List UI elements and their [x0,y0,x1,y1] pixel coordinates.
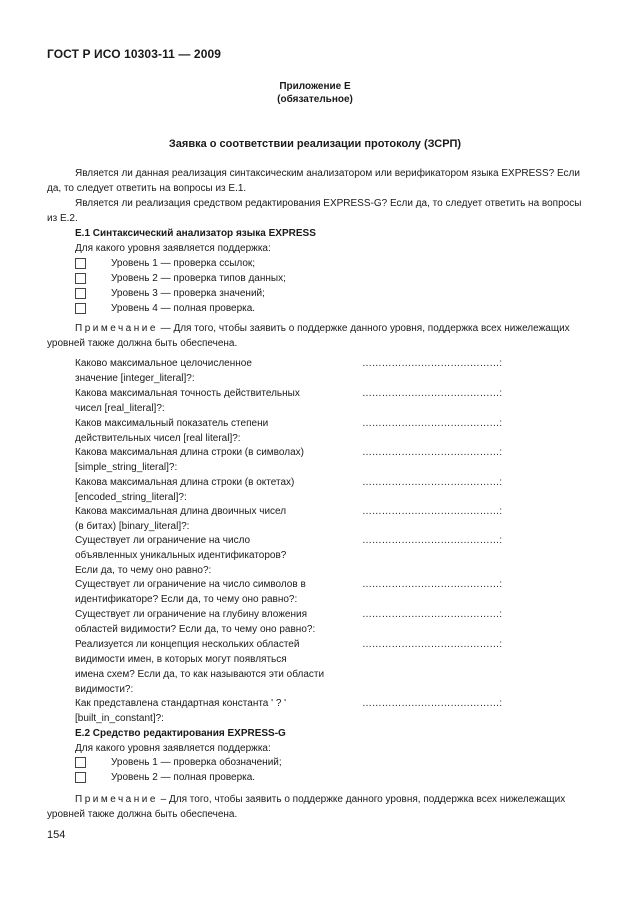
annex-status: (обязательное) [277,94,353,105]
note-e2 [47,792,583,822]
question [75,533,335,578]
question-line: [simple_string_literal]?: [75,462,178,473]
question-line: областей видимости? Если да, то чему оно равно?: [75,624,316,635]
intro-paragraph-2: Является ли реализация средством редактирования EXPRESS-G? Если да, то следует ответить на вопросы из E.2. [47,198,582,224]
question [75,504,335,534]
question-line: Каков максимальный показатель степени [75,418,269,429]
question-line: [encoded_string_literal]?: [75,492,187,503]
level-option[interactable] [75,301,255,316]
note-label: Примечание [75,794,158,805]
question [75,577,335,607]
page-number: 154 [47,829,66,841]
checkbox[interactable] [75,258,86,269]
question-line: Какова максимальная длина двоичных чисел [75,506,287,517]
checkbox[interactable] [75,273,86,284]
checkbox[interactable] [75,757,86,768]
level-option[interactable] [75,770,255,785]
question-line: Какова максимальная длина строки (в октетах) [75,477,295,488]
level-option[interactable] [75,755,282,770]
question [75,475,335,505]
level-option[interactable] [75,286,265,301]
section-e2-lead: Для какого уровня заявляется поддержка: [75,743,271,754]
question-line: Существует ли ограничение на число символов в [75,579,306,590]
level-label: Уровень 1 — проверка ссылок; [111,258,256,269]
question-line: Какова максимальная длина строки (в символах) [75,447,304,458]
answer-field[interactable]: ……………………………………: [362,418,502,429]
checkbox[interactable] [75,772,86,783]
section-e1-heading: E.1 Синтаксический анализатор языка EXPRESS [75,228,316,239]
question-line: Какова максимальная точность действительных [75,388,300,399]
document-header: ГОСТ Р ИСО 10303-11 — 2009 [47,47,222,61]
question [75,637,350,697]
question-line: значение [integer_literal]?: [75,373,195,384]
answer-field[interactable]: ……………………………………: [362,477,502,488]
question-line: идентификаторе? Если да, то чему оно равно?: [75,594,298,605]
answer-field[interactable]: ……………………………………: [362,447,502,458]
question [75,445,335,475]
question [75,607,335,637]
answer-field[interactable]: ……………………………………: [362,609,502,620]
note-label: Примечание [75,323,158,334]
level-label: Уровень 3 — проверка значений; [111,288,265,299]
question [75,386,335,416]
level-option[interactable] [75,256,255,271]
question-line: Каково максимальное целочисленное [75,358,252,369]
question-line: чисел [real_literal]?: [75,403,165,414]
level-label: Уровень 2 — проверка типов данных; [111,273,286,284]
level-label: Уровень 4 — полная проверка. [111,303,256,314]
question [75,356,335,386]
note-text: — Для того, чтобы заявить о поддержке данного уровня, поддержка всех нижележащих уровней также должна быть обеспечена. [47,323,570,349]
checkbox[interactable] [75,288,86,299]
answer-field[interactable]: ……………………………………: [362,358,502,369]
question [75,416,335,446]
note-e1 [47,321,583,351]
document-title: Заявка о соответствии реализации протоколу (ЗСРП) [168,138,462,150]
answer-field[interactable]: ……………………………………: [362,698,502,709]
answer-field[interactable]: ……………………………………: [362,579,502,590]
question-line: видимости?: [75,684,134,695]
section-e1-lead: Для какого уровня заявляется поддержка: [75,243,271,254]
question [75,696,335,726]
annex-title: Приложение E [279,81,351,92]
annex-block [0,80,630,106]
answer-field[interactable]: ……………………………………: [362,388,502,399]
note-text: – Для того, чтобы заявить о поддержке данного уровня, поддержка всех нижележащих уровней также должна быть обеспечена. [47,794,566,820]
question-line: [built_in_constant]?: [75,713,164,724]
answer-field[interactable]: ……………………………………: [362,535,502,546]
question-line: видимости имен, в которых могут появляться [75,654,287,665]
question-line: объявленных уникальных идентификаторов? [75,550,287,561]
question-line: Реализуется ли концепция нескольких областей [75,639,300,650]
question-line: (в битах) [binary_literal]?: [75,521,190,532]
question-line: Как представлена стандартная константа ' ? ' [75,698,287,709]
question-line: Если да, то чему оно равно?: [75,565,212,576]
question-line: имена схем? Если да, то как называются эти области [75,669,325,680]
question-line: Существует ли ограничение на глубину вложения [75,609,308,620]
level-option[interactable] [75,271,286,286]
answer-field[interactable]: ……………………………………: [362,639,502,650]
level-label: Уровень 2 — полная проверка. [111,772,256,783]
question-line: Существует ли ограничение на число [75,535,251,546]
level-label: Уровень 1 — проверка обозначений; [111,757,282,768]
checkbox[interactable] [75,303,86,314]
intro-paragraph-1: Является ли данная реализация синтаксическим анализатором или верификатором языка EXPRESS? Если да, то следует ответить на вопросы из E.1. [47,168,580,194]
question-line: действительных чисел [real literal]?: [75,433,241,444]
section-e2-heading: E.2 Средство редактирования EXPRESS-G [75,728,286,739]
answer-field[interactable]: ……………………………………: [362,506,502,517]
